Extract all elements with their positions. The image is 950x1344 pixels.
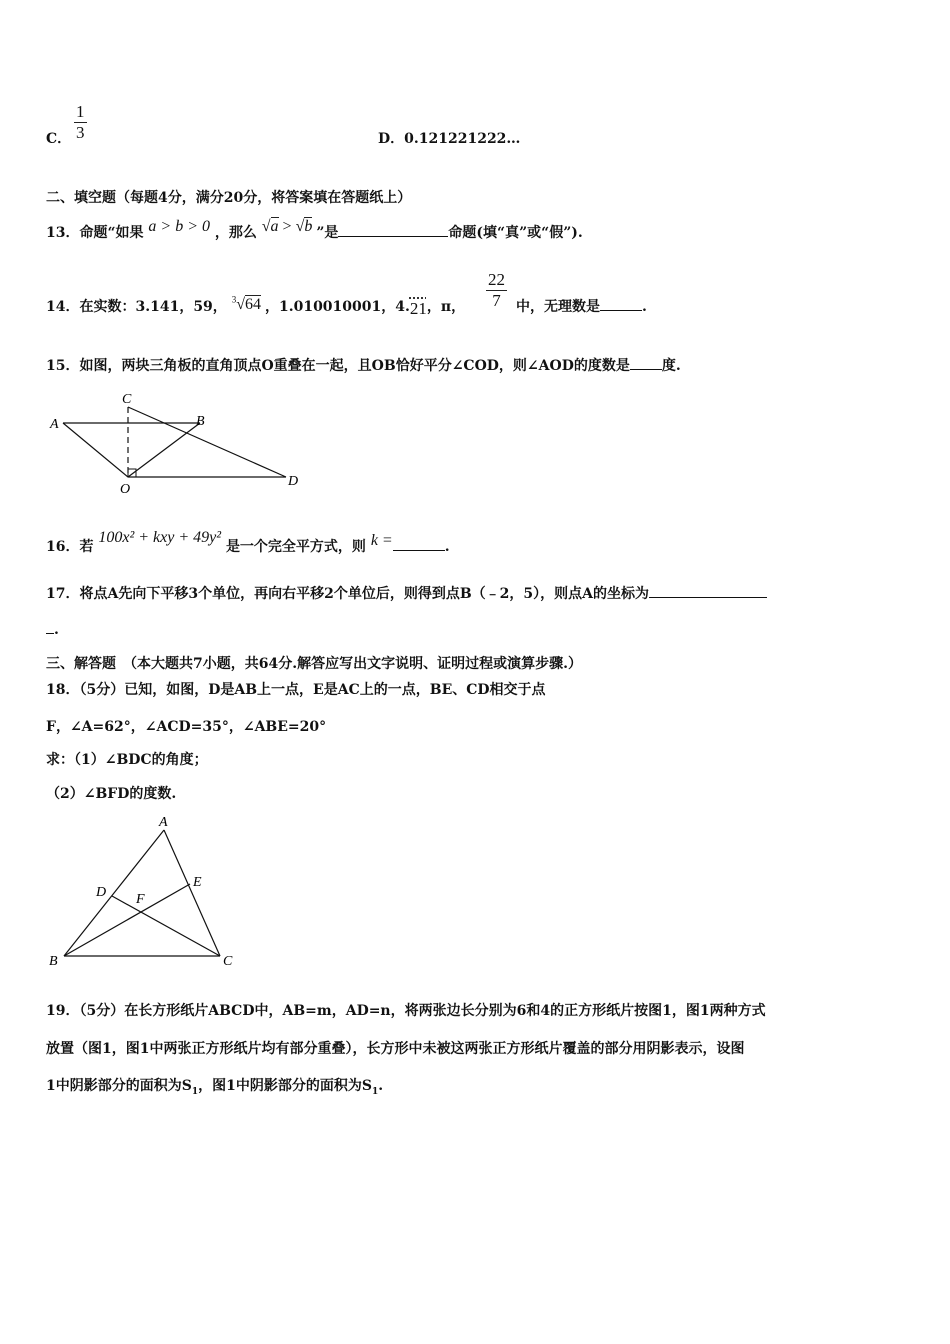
q17-tail-line — [46, 622, 59, 638]
line-be — [64, 884, 190, 956]
label-o: O — [120, 482, 131, 497]
line-cd — [112, 896, 220, 956]
q14-text-a: 14．在实数：3.141，59， — [46, 299, 227, 315]
option-d-label: D． — [378, 131, 405, 147]
label-e: E — [193, 875, 202, 890]
sqrt-symbol: √ — [236, 296, 245, 313]
q18-line2: F，∠A=62°，∠ACD=35°，∠ABE=20° — [46, 719, 327, 735]
q19-sub-1: 1 — [191, 1086, 199, 1097]
q17-tail: . — [54, 622, 59, 638]
section-2-title: 二、填空题（每题4分，满分20分，将答案填在答题纸上） — [46, 190, 412, 206]
q14-text-b: ，1.010010001，4. — [264, 299, 410, 315]
fraction-numerator: 22 — [488, 270, 505, 289]
fraction-denominator: 7 — [492, 291, 501, 310]
q19-sub-2: 1 — [371, 1086, 379, 1097]
label-d: D — [96, 885, 107, 900]
fraction-numerator: 1 — [76, 102, 85, 121]
q16-text-b: 是一个完全平方式，则 — [225, 539, 366, 555]
q14-repeating-decimal: 21 — [409, 299, 427, 318]
q15-text: 15．如图，两块三角板的直角顶点O重叠在一起，且OB恰好平分∠COD，则∠AOD的度数是 — [46, 358, 630, 374]
question-15 — [46, 355, 681, 375]
q19-line1: 19．（5分）在长方形纸片ABCD中，AB=m，AD=n，将两张边长分别为6和4的正方形纸片按图1，图1两种方式 — [46, 1003, 766, 1019]
question-13 — [46, 218, 583, 242]
line-ab — [64, 830, 164, 956]
question-17 — [46, 583, 767, 603]
q16-answer-blank — [393, 550, 445, 551]
q14-fraction — [486, 270, 507, 311]
q19-line2: 放置（图1，图1中两张正方形纸片均有部分重叠），长方形中未被这两张正方形纸片覆盖的部分用阴影表示，设图 — [46, 1041, 745, 1057]
q17-answer-blank-cont — [46, 633, 54, 634]
q14-tail — [516, 296, 647, 316]
label-d: D — [288, 474, 299, 489]
q19-line3-b: ，图1中阴影部分的面积为S — [198, 1078, 372, 1094]
q13-text-d: 命题(填“真”或“假”). — [448, 225, 583, 241]
cbrt-index: 3 — [231, 294, 237, 305]
q14-text-d: 中，无理数是 — [516, 299, 600, 315]
question-16 — [46, 529, 450, 556]
q18-line3: 求：（1）∠BDC的角度； — [46, 752, 208, 768]
line-bo — [128, 423, 200, 477]
option-c — [46, 128, 71, 148]
label-b: B — [49, 954, 58, 969]
option-c-fraction — [74, 102, 87, 143]
label-c: C — [223, 954, 233, 969]
label-c: C — [122, 392, 132, 407]
option-d — [378, 128, 520, 148]
q17-text: 17．将点A先向下平移3个单位，再向右平移2个单位后，则得到点B（﹣2，5），则点A的坐标为 — [46, 586, 650, 602]
option-d-value: 0.121221222… — [404, 131, 521, 147]
q19-line3-c: . — [378, 1078, 384, 1094]
q16-text-c: . — [444, 539, 450, 555]
q19-line3 — [46, 1075, 383, 1097]
q13-sqrt-a: a — [270, 218, 279, 235]
section-3-title: 三、解答题 （本大题共7小题，共64分.解答应写出文字说明、证明过程或演算步骤.） — [46, 656, 582, 672]
q13-condition: a > b > 0 — [148, 218, 211, 235]
line-ao — [63, 423, 128, 477]
q13-answer-blank — [338, 236, 448, 237]
sqrt-symbol: √ — [261, 218, 271, 235]
q16-k-equals: k = — [370, 532, 393, 549]
q16-text-a: 16．若 — [46, 539, 94, 555]
q13-gt: > — [282, 218, 292, 235]
q13-text-c: ”是 — [316, 225, 339, 241]
q18-figure — [40, 808, 250, 973]
label-f: F — [136, 892, 145, 907]
option-c-label: C． — [46, 131, 72, 147]
q15-text-end: 度. — [661, 358, 681, 374]
question-14 — [46, 296, 465, 316]
cbrt-radicand: 64 — [244, 296, 261, 313]
q13-text-b: ，那么 — [214, 225, 257, 241]
q14-answer-blank — [600, 310, 642, 311]
q19-line3-a: 1中阴影部分的面积为S — [46, 1078, 192, 1094]
q13-sqrt-b: b — [304, 218, 313, 235]
q14-text-c: ，π， — [426, 299, 466, 315]
q14-cube-root — [232, 296, 265, 313]
label-a: A — [159, 815, 168, 830]
label-a: A — [50, 417, 59, 432]
q16-expression: 100x² + kxy + 49y² — [98, 529, 222, 546]
fraction-denominator: 3 — [76, 123, 85, 142]
q15-figure — [40, 385, 310, 500]
q13-text-a: 13．命题“如果 — [46, 225, 144, 241]
line-ac — [164, 830, 220, 956]
label-b: B — [196, 414, 205, 429]
q14-text-e: . — [642, 299, 647, 315]
q18-line1: 18．（5分）已知，如图，D是AB上一点，E是AC上的一点，BE、CD相交于点 — [46, 682, 546, 698]
q13-sqrt-expr — [262, 218, 317, 235]
q17-answer-blank — [649, 597, 767, 598]
q15-answer-blank — [630, 369, 662, 370]
line-cd — [128, 407, 286, 477]
sqrt-symbol: √ — [295, 218, 305, 235]
q18-line4: （2）∠BFD的度数. — [46, 786, 177, 802]
